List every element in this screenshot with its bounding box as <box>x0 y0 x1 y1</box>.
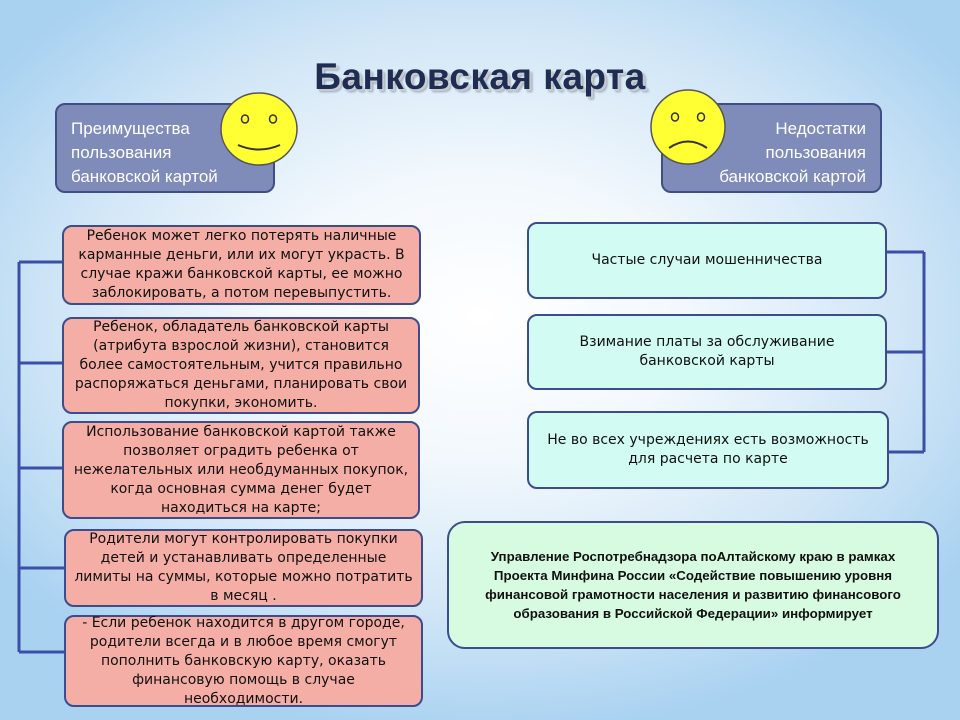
disadvantage-item: Взимание платы за обслуживание банковской карты <box>527 314 887 390</box>
advantages-header-line: банковской картой <box>71 167 218 186</box>
sad-smiley-icon <box>648 88 728 166</box>
advantage-item: Ребенок, обладатель банковской карты (атрибута взрослой жизни), становится более самостоятельным, учится правильно распоряжаться деньгами, планировать свои покупки, экономить. <box>62 317 420 414</box>
disadvantages-header-line: банковской картой <box>719 167 866 186</box>
disadvantages-header-line: пользования <box>765 143 866 162</box>
happy-smiley-icon <box>218 91 300 167</box>
disadvantage-item: Частые случаи мошенничества <box>527 222 887 299</box>
info-notice: Управление Роспотребнадзора поАлтайскому краю в рамках Проекта Минфина России «Содействие повышению уровня финансовой грамотности населения и развитию финансового образования в Российской Федерации» информирует <box>447 521 939 649</box>
advantage-item: - Если ребенок находится в другом городе, родители всегда и в любое время смогут пополнить банковскую карту, оказать финансовую помощь в случае необходимости. <box>64 615 423 707</box>
disadvantages-header-line: Недостатки <box>775 119 866 138</box>
advantage-item: Использование банковской картой также позволяет оградить ребенка от нежелательных или необдуманных покупок, когда основная сумма денег будет находиться на карте; <box>62 421 420 519</box>
disadvantage-item: Не во всех учреждениях есть возможность для расчета по карте <box>527 411 889 489</box>
page-title: Банковская карта <box>314 56 646 97</box>
advantage-item: Ребенок может легко потерять наличные карманные деньги, или их могут украсть. В случае кражи банковской карты, ее можно заблокировать, а потом перевыпустить. <box>62 225 421 305</box>
advantage-item: Родители могут контролировать покупки детей и устанавливать определенные лимиты на суммы, которые можно потратить в месяц . <box>64 529 423 607</box>
advantages-header-line: Преимущества <box>71 119 190 138</box>
advantages-header-line: пользования <box>71 143 172 162</box>
